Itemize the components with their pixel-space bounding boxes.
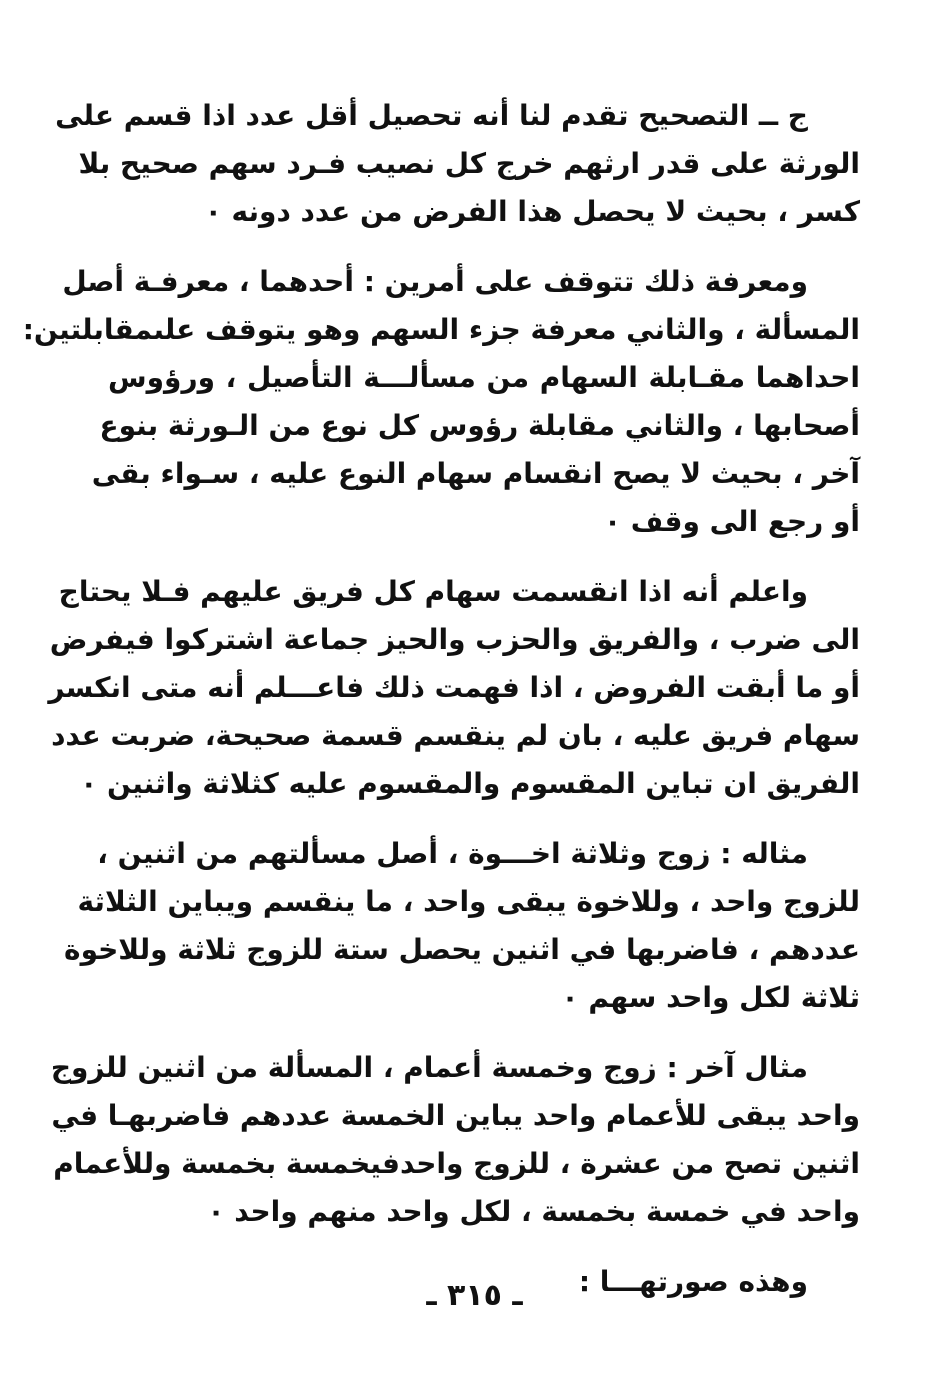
page-number: ـ ٣١٥ ـ bbox=[426, 1278, 523, 1313]
text-line: أو رجع الى وقف ٠ bbox=[603, 505, 860, 538]
text-line: ج ــ التصحيح تقدم لنا أنه تحصيل أقل عدد اذا قسم على bbox=[55, 99, 808, 132]
text-line: كسر ، بحيث لا يحصل هذا الفرض من عدد دونه ٠ bbox=[204, 195, 860, 228]
text-line: اثنين تصح من عشرة ، للزوج واحدفيخمسة بخمسة وللأعمام bbox=[53, 1147, 860, 1180]
text-line: وهذه صورتهـــا : bbox=[578, 1265, 808, 1298]
text-line: أو ما أبقت الفروض ، اذا فهمت ذلك فاعـــلم أنه متى انكسر bbox=[48, 671, 860, 704]
text-line: سهام فريق عليه ، بان لم ينقسم قسمة صحيحة، ضربت عدد bbox=[51, 719, 860, 752]
text-line: مثاله : زوج وثلاثة اخـــوة ، أصل مسألتهم من اثنين ، bbox=[97, 837, 808, 870]
text-line: الى ضرب ، والفريق والحزب والحيز جماعة اشتركوا فيفرض bbox=[49, 623, 860, 656]
paragraph-4 bbox=[64, 830, 860, 1022]
text-line: ومعرفة ذلك تتوقف على أمرين : أحدهما ، معرفـة أصل bbox=[62, 265, 808, 298]
text-line: مثال آخر : زوج وخمسة أعمام ، المسألة من اثنين للزوج bbox=[50, 1051, 808, 1084]
text-line: الورثة على قدر ارثهم خرج كل نصيب فـرد سهم صحيح بلا bbox=[78, 147, 860, 180]
text-line: الفريق ان تباين المقسوم والمقسوم عليه كثلاثة واثنين ٠ bbox=[80, 767, 860, 800]
text-line: للزوج واحد ، وللاخوة يبقى واحد ، ما ينقسم ويباين الثلاثة bbox=[77, 885, 860, 918]
paragraph-3 bbox=[48, 568, 860, 808]
text-line: آخر ، بحيث لا يصح انقسام سهام النوع عليه ، سـواء بقى bbox=[91, 457, 860, 490]
text-line: واحد يبقى للأعمام واحد يباين الخمسة عددهم فاضربهـا في bbox=[51, 1099, 860, 1132]
text-line: المسألة ، والثاني معرفة جزء السهم وهو يتوقف علىمقابلتين: bbox=[22, 313, 860, 346]
text-line: عددهم ، فاضربها في اثنين يحصل ستة للزوج ثلاثة وللاخوة bbox=[64, 933, 860, 966]
text-line: واعلم أنه اذا انقسمت سهام كل فريق عليهم فـلا يحتاج bbox=[58, 575, 808, 608]
paragraph-2 bbox=[22, 258, 860, 546]
text-line: ثلاثة لكل واحد سهم ٠ bbox=[561, 981, 860, 1014]
paragraph-5 bbox=[50, 1044, 860, 1236]
text-line: احداهما مقـابلة السهام من مسألـــة التأصيل ، ورؤوس bbox=[108, 361, 860, 394]
text-line: أصحابها ، والثاني مقابلة رؤوس كل نوع من الـورثة بنوع bbox=[99, 409, 860, 442]
text-line: واحد في خمسة بخمسة ، لكل واحد منهم واحد ٠ bbox=[207, 1195, 860, 1228]
paragraph-1 bbox=[55, 92, 860, 236]
